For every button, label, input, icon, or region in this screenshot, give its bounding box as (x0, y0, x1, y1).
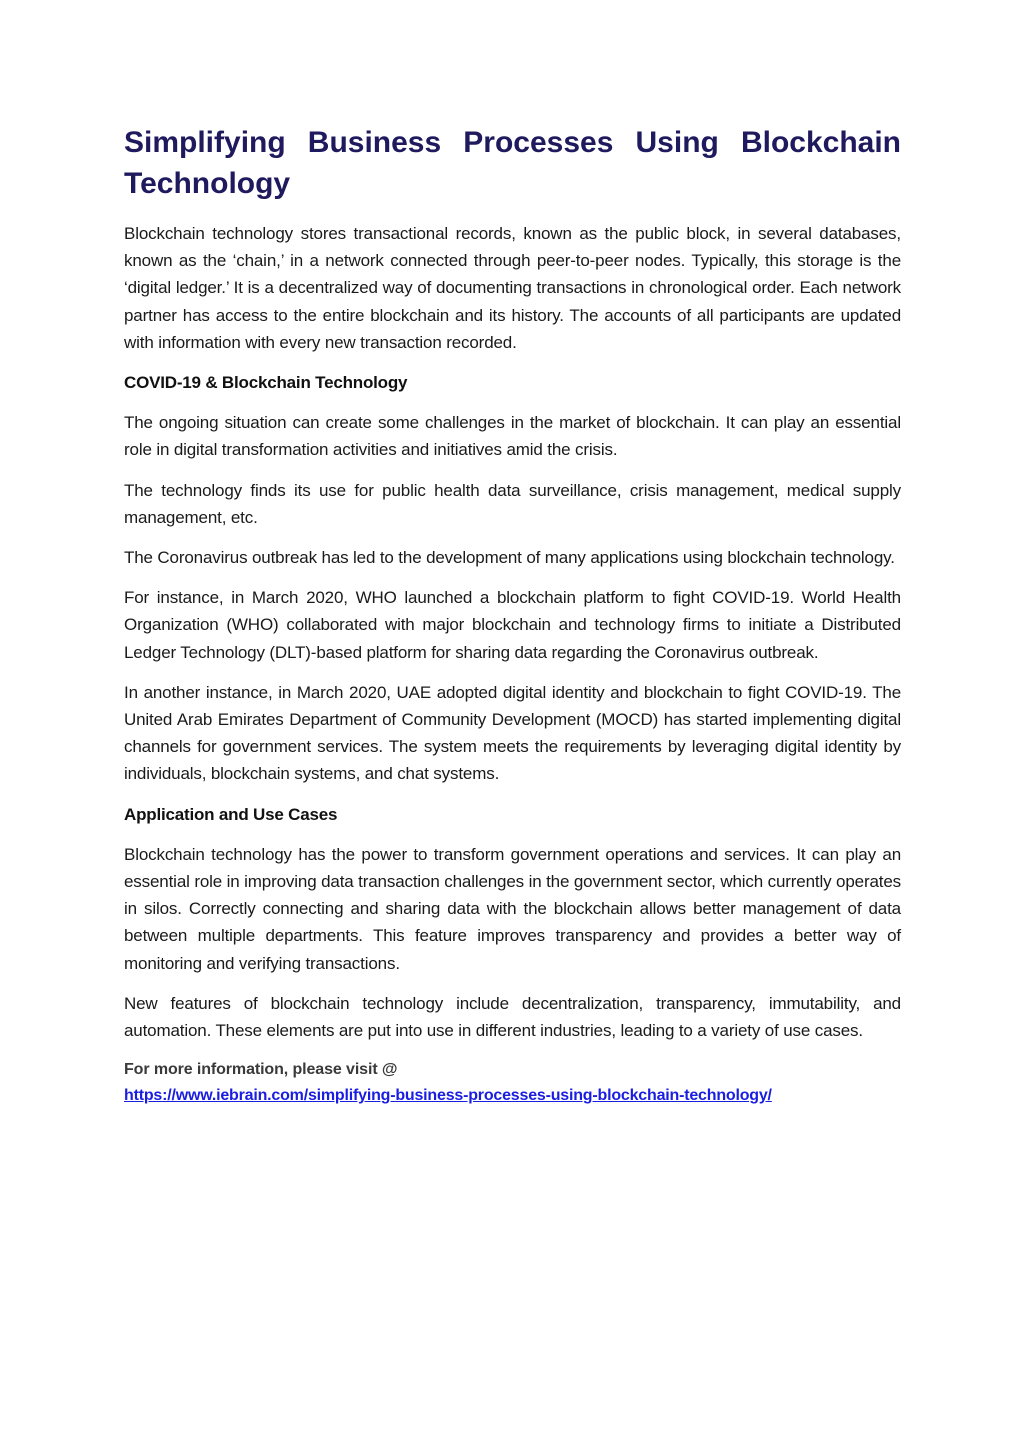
more-info-label: For more information, please visit @ (124, 1061, 398, 1079)
covid-paragraph-1: The ongoing situation can create some challenges in the market of blockchain. It can play an essential role in digital transformation activities and initiatives amid the crisis. (124, 413, 901, 460)
intro-paragraph: Blockchain technology stores transactional records, known as the public block, in several databases, known as the ‘chain,’ in a network connected through peer-to-peer nodes. Typically, this storage is the ‘digital ledger.’ It is a decentralized way of documenting transactions in chronological order. Each network partner has access to the entire blockchain and its history. The accounts of all participants are updated with information with every new transaction recorded. (124, 224, 901, 352)
section-heading-applications: Application and Use Cases (124, 804, 338, 824)
more-info-block (124, 1057, 901, 1109)
covid-paragraph-2: The technology finds its use for public health data surveillance, crisis management, medical supply management, etc. (124, 480, 901, 527)
applications-paragraph-1: Blockchain technology has the power to transform government operations and services. It can play an essential role in improving data transaction challenges in the government sector, which currently operates in silos. Correctly connecting and sharing data with the blockchain allows better management of data between multiple departments. This feature improves transparency and provides a better way of monitoring and verifying transactions. (124, 844, 901, 973)
document-page (124, 122, 901, 1109)
covid-paragraph-3: The Coronavirus outbreak has led to the development of many applications using blockchain technology. (124, 548, 895, 568)
applications-paragraph-2: New features of blockchain technology include decentralization, transparency, immutability, and automation. These elements are put into use in different industries, leading to a variety of use cases. (124, 993, 901, 1041)
document-title: Simplifying Business Processes Using Blockchain Technology (124, 126, 901, 200)
covid-paragraph-5: In another instance, in March 2020, UAE adopted digital identity and blockchain to fight COVID-19. The United Arab Emirates Department of Community Development (MOCD) has started implementing digital channels for government services. The system meets the requirements by leveraging digital identity by individuals, blockchain systems, and chat systems. (124, 682, 901, 784)
covid-paragraph-4: For instance, in March 2020, WHO launched a blockchain platform to fight COVID-19. World Health Organization (WHO) collaborated with major blockchain and technology firms to initiate a Distributed Ledger Technology (DLT)-based platform for sharing data regarding the Coronavirus outbreak. (124, 588, 901, 662)
source-link[interactable]: https://www.iebrain.com/simplifying-business-processes-using-blockchain-technology/ (124, 1087, 772, 1105)
section-heading-covid: COVID-19 & Blockchain Technology (124, 373, 408, 393)
